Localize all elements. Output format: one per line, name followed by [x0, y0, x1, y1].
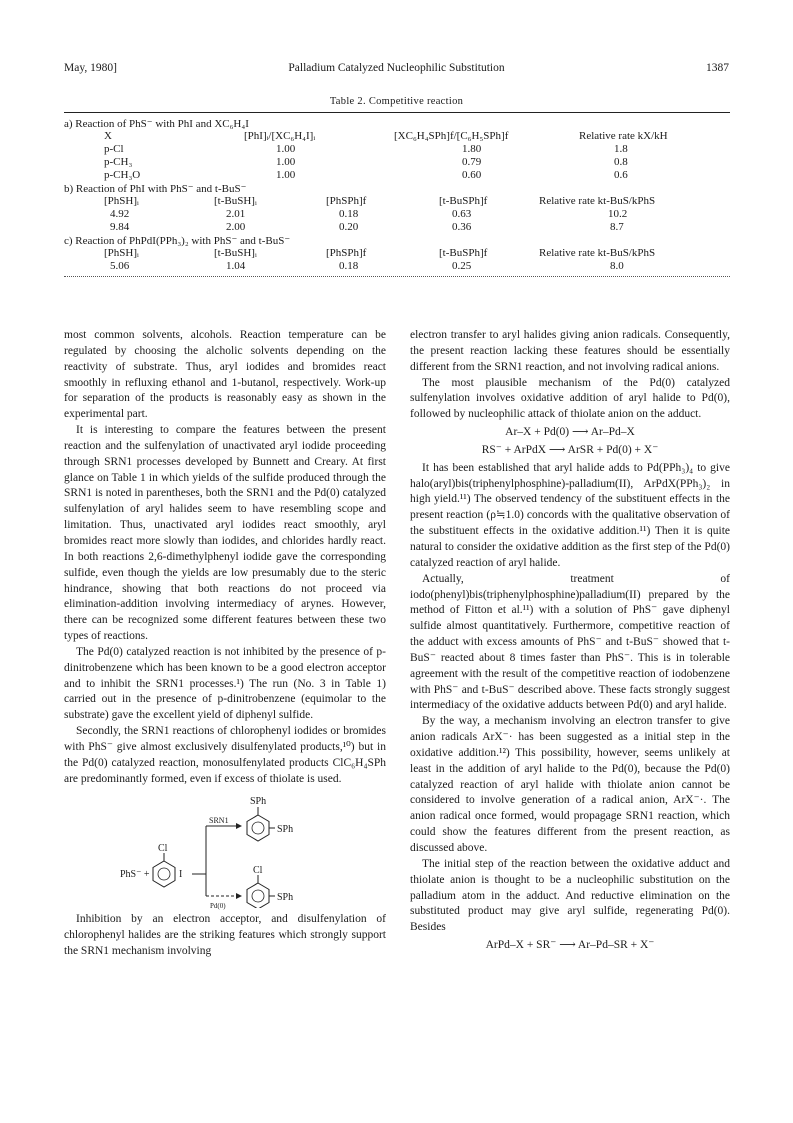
section-c-label: c) Reaction of PhPdI(PPh₃)₂ with PhS⁻ and t-BuS⁻: [64, 235, 291, 247]
equation-1: Ar–X + Pd(0) ⟶ Ar–Pd–X: [505, 426, 635, 439]
table-cell: 0.36: [452, 221, 472, 233]
table-cell: 8.7: [610, 221, 624, 233]
table-cell: 1.00: [276, 156, 296, 168]
paragraph: It is interesting to compare the features between the present reaction and the sulfenylation of unactivated aryl iodide proceeding through SRN1 processes developed by Bunnett and Creary. At first glance on Table 1 in which yields of the sulfide produced through the SRN1 is noted in parentheses, both the SRN1 and the Pd(0) catalyzed sulfenylation of aryl halides seem to have resembling scope and limitation. Thus, unactivated aryl iodides react smoothly, aryl bromides react more slowly than iodides, and chlorides hardly react. In both reactions 2,6-dimethylphenyl iodide gave the corresponding sulfide, even though the yields are low presumably due to the steric hindrance, showing that both reactions do not proceed via elimination-addition involving intermediacy of arynes. However, there can be recognized some different features between these two types of reactions.: [64, 424, 386, 643]
table-cell: 9.84: [110, 221, 130, 233]
header-title: Palladium Catalyzed Nucleophilic Substitution: [288, 62, 505, 74]
col-header: X: [104, 130, 112, 142]
equation-2: RS⁻ + ArPdX ⟶ ArSR + Pd(0) + X⁻: [481, 443, 659, 456]
table-cell: 0.20: [339, 221, 359, 233]
paragraph: most common solvents, alcohols. Reaction temperature can be regulated by choosing the alcholic solvents depending on the reactivity of substrate. Thus, aryl iodides and bromides react smoothly in refluxing ethanol and 1-butanol, respectively. Work-up for separation of the products is reasonably easy as shown in the experimental part.: [64, 329, 386, 421]
scheme-drawing: [64, 793, 386, 908]
paragraph: It has been established that aryl halide adds to Pd(PPh₃)₄ to give halo(aryl)bis(triphenylphosphine)-palladium(II), ArPdX(PPh₃)₂ in high yield.¹¹) The observed tendency of the substituent effects in the present reaction (ρ≒1.0) concords with the qualitative observation of the substituent effects in the oxidative addition.¹¹) Then it is quite natural to consider the oxidative addition as the first step of the Pd(0) catalyzed reaction of aryl halide.: [410, 461, 730, 569]
paragraph: By the way, a mechanism involving an electron transfer to give anion radicals ArX⁻· has been suggested as a initial step in the oxidative addition.¹²) This possibility, however, seems unlikely at least in the addition of aryl halide to the Pd(0), because the Pd(0) catalyzed reaction of aryl halide with thiolate anion cannot be considered to involve generation of a radical anion, ArX⁻·. The anion radical once formed, would propagage SRN1 reaction, which could show the features different from the present reaction, as discussed above.: [410, 715, 730, 854]
paragraph: Inhibition by an electron acceptor, and disulfenylation of chlorophenyl halides are the striking features which strongly support the SRN1 mechanism involving: [64, 913, 386, 958]
header-date: May, 1980]: [64, 62, 117, 74]
table-cell: 2.01: [226, 208, 246, 220]
table-cell: 0.25: [452, 260, 472, 272]
table-cell: 1.00: [276, 143, 296, 155]
reaction-scheme: [64, 793, 386, 911]
table-cell: 1.00: [276, 169, 296, 181]
scheme-prod1-top: SPh: [250, 796, 267, 808]
left-column: [64, 328, 386, 960]
table-cell: 10.2: [608, 208, 628, 220]
col-header: [t-BuSPh]f: [439, 247, 488, 259]
paragraph: electron transfer to aryl halides giving anion radicals. Consequently, the present reaction lacking these features should be essentially different from the SRN1 reaction, and not involving radical anions.: [410, 329, 730, 373]
scheme-arrow-top-label: SRN1: [209, 816, 229, 826]
section-b-label: b) Reaction of PhI with PhS⁻ and t-BuS⁻: [64, 183, 247, 195]
col-header: [PhSH]ᵢ: [104, 195, 139, 207]
running-header: [64, 62, 729, 78]
table-cell: 1.8: [614, 143, 628, 155]
table-cell: p-CH₃O: [104, 169, 141, 181]
col-header: [PhI]ᵢ/[XC₆H₄I]ᵢ: [244, 130, 316, 142]
table-cell: 0.18: [339, 260, 359, 272]
table-cell: 0.63: [452, 208, 472, 220]
col-header: [PhSPh]f: [326, 247, 367, 259]
table-cell: p-CH₃: [104, 156, 133, 168]
paragraph: The Pd(0) catalyzed reaction is not inhibited by the presence of p-dinitrobenzene which has been known to be a good electron acceptor and to inhibit the SRN1 processes.¹) The run (No. 3 in Table 1) carried out in the presence of p-dinitrobenzene (equimolar to the substrate) gave the excellent yield of diphenyl sulfide.: [64, 645, 386, 722]
page-number: 1387: [706, 62, 729, 74]
scheme-cl-top: Cl: [158, 843, 168, 855]
col-header: Relative rate kX/kH: [579, 130, 668, 142]
table-cell: 0.8: [614, 156, 628, 168]
competitive-reaction-table: [64, 112, 730, 277]
scheme-prod2-top: Cl: [253, 865, 263, 877]
table-cell: 0.60: [462, 169, 482, 181]
scheme-iodide: I: [179, 869, 183, 881]
table-cell: 0.6: [614, 169, 628, 181]
table-cell: 5.06: [110, 260, 130, 272]
scheme-arrow-bottom-label: Pd(0): [210, 902, 226, 911]
paragraph: The initial step of the reaction between the oxidative adduct and thiolate anion is thought to be a nucleophilic substitution on the palladium atom in the adduct. And reductive elimination on the substituted product may give aryl sulfide, regenerating Pd(0). Besides: [410, 857, 730, 934]
table-cell: 2.00: [226, 221, 246, 233]
equation-3: ArPd–X + SR⁻ ⟶ Ar–Pd–SR + X⁻: [485, 939, 655, 952]
table-caption: Table 2. Competitive reaction: [329, 96, 464, 107]
table-cell: 8.0: [610, 260, 624, 272]
table-cell: 1.04: [226, 260, 246, 272]
table-cell: 0.79: [462, 156, 482, 168]
table-cell: 1.80: [462, 143, 482, 155]
col-header: [t-BuSPh]f: [439, 195, 488, 207]
col-header: Relative rate kt-BuS/kPhS: [539, 195, 656, 207]
table-cell: p-Cl: [104, 143, 124, 155]
paragraph: Secondly, the SRN1 reactions of chlorophenyl iodides or bromides with PhS⁻ give almost exclusively disulfenylated products,¹⁰) but in the Pd(0) catalyzed reaction, monosulfenylated products ClC₆H₄SPh are predominantly formed, even if excess of thiolate is used.: [64, 725, 386, 785]
paragraph: Actually, treatment of iodo(phenyl)bis(triphenylphosphine)palladium(II) prepared by the method of Fitton et al.¹¹) with a solution of PhS⁻ gave diphenyl sulfide almost quantitatively. Furthermore, competitive reaction of the adduct with excess amounts of PhS⁻ and t-BuS⁻ showed that t-BuS⁻ reacted about 8 times faster than PhS⁻. This is in tolerable agreement with the result of the competitive reaction of iodobenzene with PhS⁻ and t-BuS⁻ described above. These facts strongly suggest intermediacy of the oxidative adducts between Pd(0) and aryl halide.: [410, 572, 730, 712]
right-column: [410, 328, 730, 956]
col-header: [PhSPh]f: [326, 195, 367, 207]
col-header: [XC₆H₄SPh]f/[C₆H₅SPh]f: [394, 130, 509, 142]
scheme-reagent: PhS⁻ +: [120, 869, 150, 881]
paragraph: The most plausible mechanism of the Pd(0) catalyzed sulfenylation involves oxidative addition of aryl halide to Pd(0), followed by nucleophilic attack of thiolate anion on the adduct.: [410, 376, 730, 421]
table-cell: 0.18: [339, 208, 359, 220]
table-cell: 4.92: [110, 208, 130, 220]
scheme-prod2-right: SPh: [277, 892, 294, 904]
section-a-label: a) Reaction of PhS⁻ with PhI and XC₆H₄I: [64, 118, 249, 130]
col-header: [t-BuSH]ᵢ: [214, 195, 257, 207]
col-header: [PhSH]ᵢ: [104, 247, 139, 259]
col-header: [t-BuSH]ᵢ: [214, 247, 257, 259]
scheme-prod1-right: SPh: [277, 824, 294, 836]
col-header: Relative rate kt-BuS/kPhS: [539, 247, 656, 259]
